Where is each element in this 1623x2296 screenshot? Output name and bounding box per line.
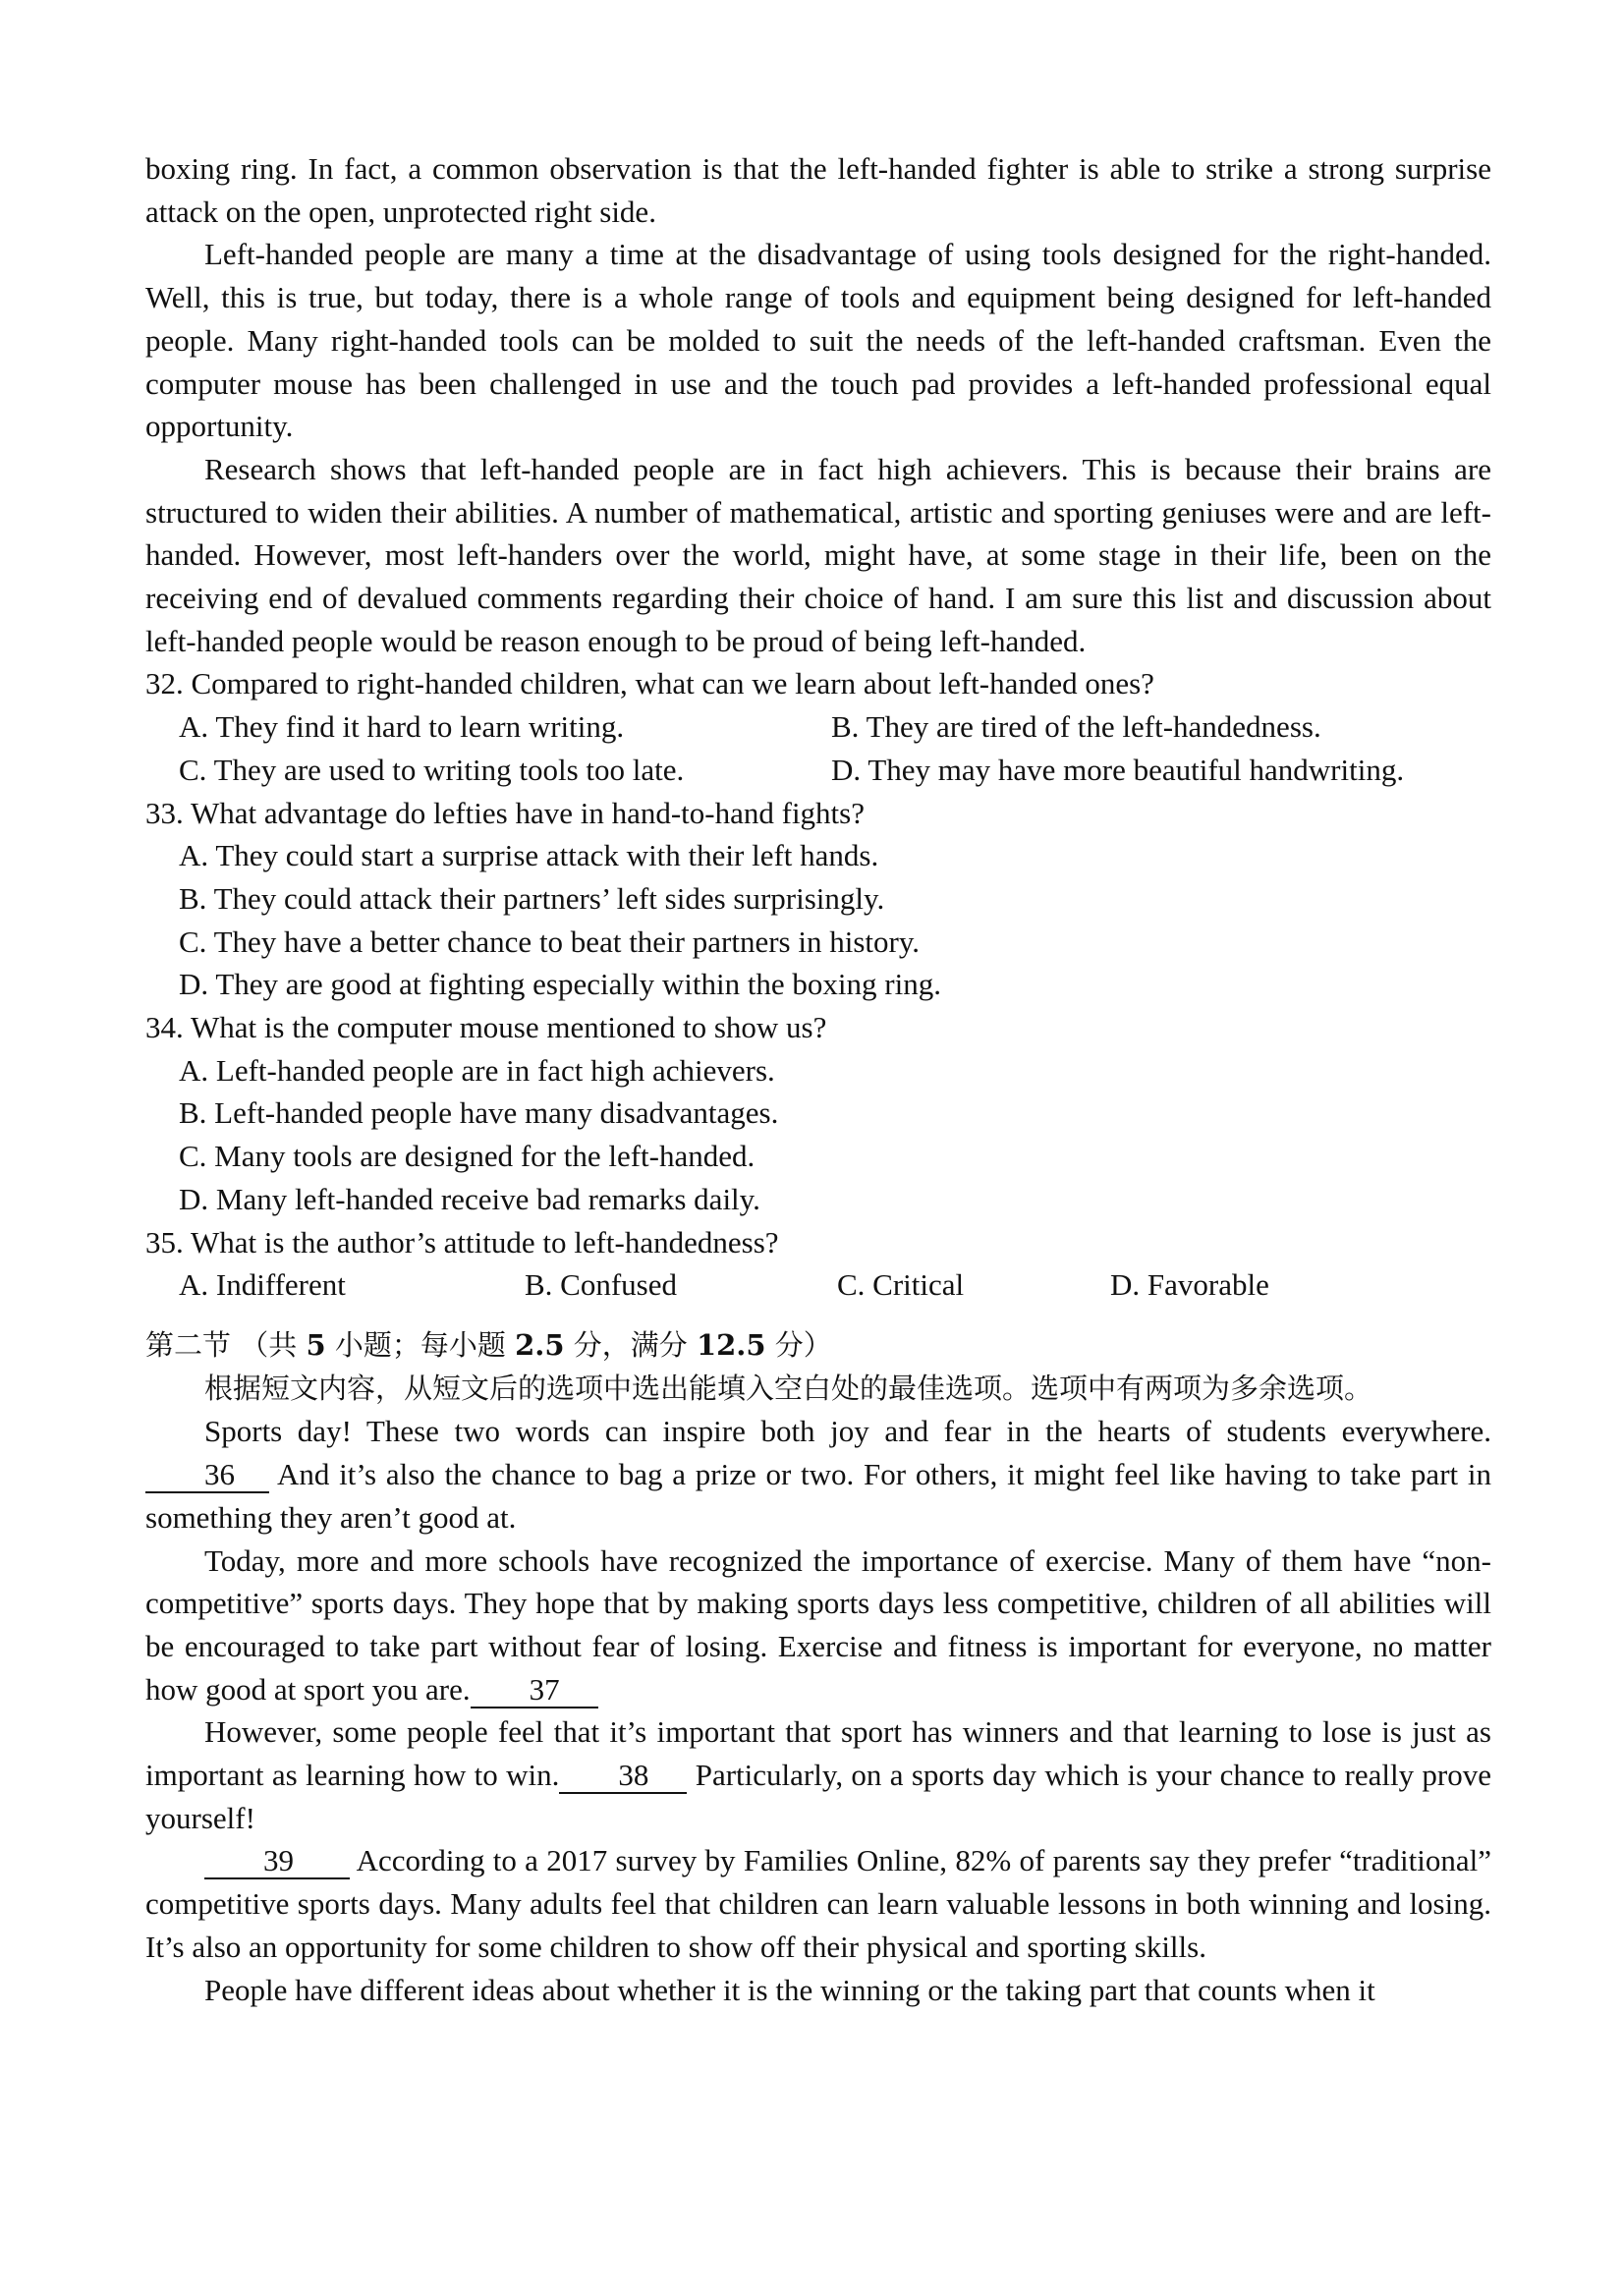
option-c: C. They are used to writing tools too late. — [179, 752, 685, 787]
question-32 — [145, 662, 1491, 791]
passage-paragraph: boxing ring. In fact, a common observation is that the left-handed fighter is able to strike a strong surprise attack on the open, unprotected right side. — [145, 151, 1491, 229]
question-34 — [145, 1006, 1491, 1221]
option-c: C. Many tools are designed for the left-handed. — [179, 1139, 756, 1174]
answer-blank-39[interactable]: 39 — [204, 1845, 350, 1879]
question-stem: 35. What is the author’s attitude to left-handedness? — [145, 1224, 779, 1260]
option-c: C. Critical — [837, 1267, 965, 1303]
question-stem: 32. Compared to right-handed children, what can we learn about left-handed ones? — [145, 666, 1154, 701]
question-stem: 33. What advantage do lefties have in hand-to-hand fights? — [145, 795, 865, 830]
option-d: D. Favorable — [1110, 1267, 1269, 1303]
answer-blank-36[interactable]: 36 — [145, 1459, 269, 1493]
passage-paragraph: However, some people feel that it’s important that sport has winners and that learning to lose is just as important as learning how to win. 38 Particularly, on a sports day which is your chance to really prove yourself! — [145, 1714, 1491, 1835]
option-a: A. Left-handed people are in fact high achievers. — [179, 1052, 775, 1088]
option-b: B. Left-handed people have many disadvantages. — [179, 1095, 779, 1131]
option-b: B. Confused — [525, 1267, 677, 1303]
option-row — [145, 749, 1491, 792]
answer-blank-38[interactable]: 38 — [559, 1760, 687, 1794]
section-title: 第二节 （共 5 小题；每小题 2.5 分，满分 12.5 分） — [145, 1327, 832, 1362]
option-d: D. Many left-handed receive bad remarks daily. — [179, 1181, 760, 1216]
question-stem: 34. What is the computer mouse mentioned to show us? — [145, 1010, 827, 1045]
option-a: A. They find it hard to learn writing. — [179, 709, 625, 745]
passage-paragraph: Research shows that left-handed people are in fact high achievers. This is because their brains are structured to widen their abilities. A number of mathematical, artistic and sporting geniuses were and are left-handed. However, most left-handers over the world, might have, at some stage in their life, been on the receiving end of devalued comments regarding their choice of hand. I am sure this list and discussion about left-handed people would be reason enough to be proud of being left-handed. — [145, 451, 1491, 658]
section-instruction: 根据短文内容，从短文后的选项中选出能填入空白处的最佳选项。选项中有两项为多余选项。 — [204, 1371, 1373, 1405]
passage-paragraph: 39 According to a 2017 survey by Families Online, 82% of parents say they prefer “traditional” competitive sports days. Many adults feel that children can learn valuable lessons in both winning and losing. It’s also an opportunity for some children to show off their physical and sporting skills. — [145, 1843, 1491, 1964]
passage-paragraph: Today, more and more schools have recognized the importance of exercise. Many of them have “non-competitive” sports days. They hope that by making sports days less competitive, children of all abilities will be encouraged to take part without fear of losing. Exercise and fitness is important for everyone, no matter how good at sport you are. 37 — [145, 1542, 1491, 1707]
passage-paragraph: People have different ideas about whether it is the winning or the taking part that counts when it — [204, 1972, 1375, 2007]
option-a: A. Indifferent — [179, 1267, 346, 1303]
option-b: B. They could attack their partners’ left sides surprisingly. — [179, 880, 885, 916]
option-d: D. They may have more beautiful handwriting. — [831, 752, 1405, 787]
answer-blank-37[interactable]: 37 — [471, 1674, 598, 1708]
option-d: D. They are good at fighting especially within the boxing ring. — [179, 967, 941, 1002]
passage-paragraph: Left-handed people are many a time at the disadvantage of using tools designed for the right-handed. Well, this is true, but today, there is a whole range of tools and equipment being designed for left-handed people. Many right-handed tools can be molded to suit the needs of the left-handed craftsman. Even the computer mouse has been challenged in use and the touch pad provides a left-handed professional equal opportunity. — [145, 237, 1491, 444]
option-c: C. They have a better chance to beat their partners in history. — [179, 924, 921, 959]
question-35 — [145, 1221, 1491, 1307]
passage-paragraph: Sports day! These two words can inspire both joy and fear in the hearts of students everywhere. 36 And it’s also the chance to bag a prize or two. For others, it might feel like having to take part in something they aren’t good at. — [145, 1414, 1491, 1535]
option-row — [145, 1263, 1491, 1307]
option-a: A. They could start a surprise attack with their left hands. — [179, 838, 879, 873]
question-33 — [145, 792, 1491, 1007]
option-row — [145, 705, 1491, 749]
option-b: B. They are tired of the left-handedness. — [831, 709, 1321, 745]
exam-page — [145, 147, 1491, 2011]
